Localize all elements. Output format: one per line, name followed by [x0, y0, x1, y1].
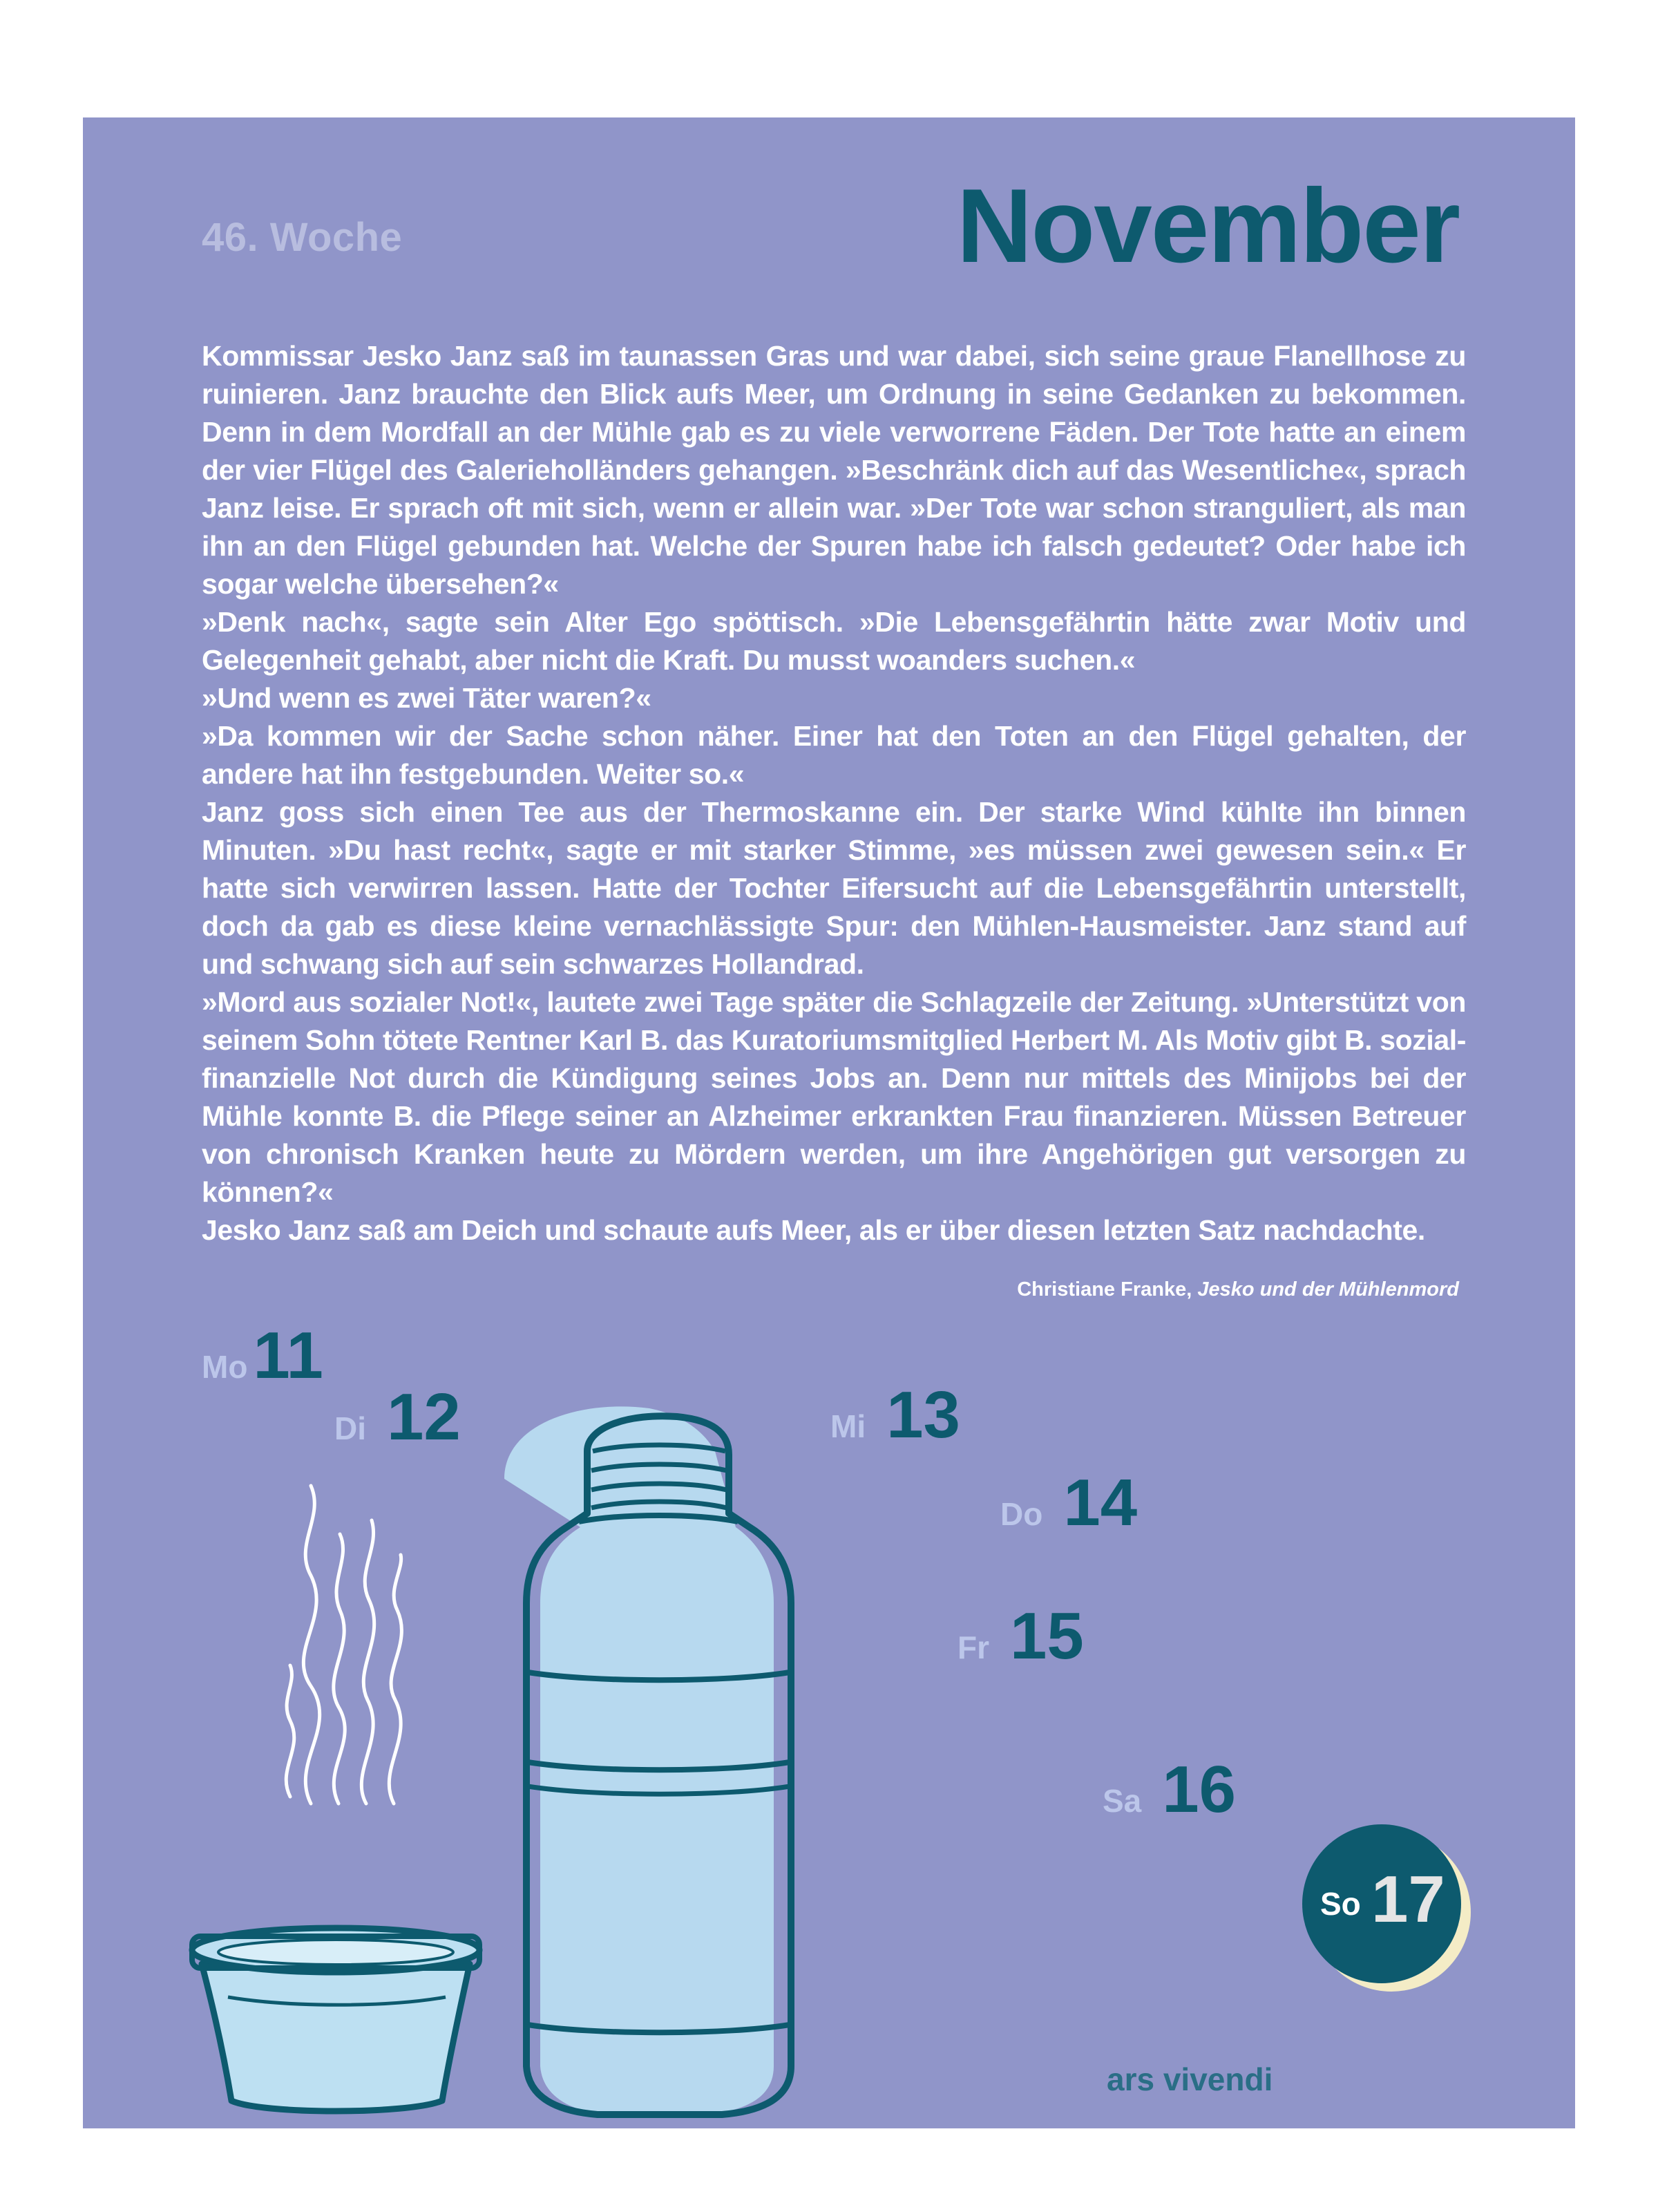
- day-date: 11: [253, 1318, 323, 1392]
- story-paragraph: Jesko Janz saß am Deich und schaute aufs Meer, als er über diesen letzten Satz nachdachte.: [202, 1214, 1425, 1246]
- story-paragraph: »Da kommen wir der Sache schon näher. Einer hat den Toten an den Flügel gehalten, der andere hat ihn festgebunden. Weiter so.«: [202, 720, 1466, 790]
- story-paragraph: »Mord aus sozialer Not!«, lautete zwei Tage später die Schlagzeile der Zeitung. »Unterstützt von seinem Sohn tötete Rentner Karl B. das Kuratoriumsmitglied Herbert M. Als Motiv gibt B. sozial-finanzielle Not durch die Kündigung seines Jobs an. Denn nur mittels des Minijobs bei der Mühle konnte B. die Pflege seiner an Alzheimer erkrankten Frau finanzieren. Müssen Betreuer von chronisch Kranken heute zu Mördern werden, um ihre Angehörigen gut versorgen zu können?«: [202, 986, 1466, 1208]
- cup-icon: [192, 1928, 479, 2111]
- story-paragraph: »Und wenn es zwei Täter waren?«: [202, 682, 651, 714]
- thermos-icon: [504, 1406, 791, 2115]
- steam-icon: [286, 1486, 401, 1804]
- day-name: So: [1320, 1886, 1361, 1922]
- sunday-circle: [1302, 1824, 1461, 1983]
- calendar-page: [83, 117, 1575, 2128]
- day-name: Mi: [830, 1408, 866, 1444]
- day-name: Do: [1000, 1496, 1043, 1532]
- day-name: Mo: [202, 1349, 248, 1385]
- day-name: Fr: [957, 1629, 989, 1665]
- thermos-and-cup-illustration: [83, 1285, 1575, 2128]
- publisher-logo: ars vivendi: [1107, 2061, 1273, 2097]
- month-title: November: [956, 167, 1459, 285]
- story-paragraph: Janz goss sich einen Tee aus der Thermoskanne ein. Der starke Wind kühlte ihn binnen Minuten. »Du hast recht«, sagte er mit starker Stimme, »es müssen zwei gewesen sein.« Er hatte sich verwirren lassen. Hatte der Tochter Eifersucht auf die Lebensgefährtin unterstellt, doch da gab es diese kleine vernachlässigte Spur: den Mühlen-Hausmeister. Janz stand auf und schwang sich auf sein schwarzes Hollandrad.: [202, 796, 1466, 980]
- day-tuesday: [334, 1379, 461, 1455]
- day-monday: [202, 1318, 323, 1394]
- story-paragraph: Kommissar Jesko Janz saß im taunassen Gras und war dabei, sich seine graue Flanellhose zu ruinieren. Janz brauchte den Blick aufs Meer, um Ordnung in seine Gedanken zu bekommen. Denn in dem Mordfall an der Mühle gab es zu viele verworrene Fäden. Der Tote hatte an einem der vier Flügel des Galerieholländers gehangen. »Beschränk dich auf das Wesentliche«, sprach Janz leise. Er sprach oft mit sich, wenn er allein war. »Der Tote war schon stranguliert, als man ihn an den Flügel gebunden hat. Welche der Spuren habe ich falsch gedeutet? Oder habe ich sogar welche übersehen?«: [202, 340, 1466, 600]
- day-date: 16: [1162, 1752, 1237, 1826]
- story-text: [202, 337, 1466, 1249]
- source-book-title: Jesko und der Mühlenmord: [1197, 1278, 1459, 1301]
- source-author: Christiane Franke,: [1017, 1278, 1192, 1301]
- week-number: 46. Woche: [202, 215, 403, 260]
- day-date: 17: [1371, 1862, 1445, 1936]
- day-saturday: [1103, 1752, 1236, 1828]
- day-name: Di: [334, 1410, 366, 1446]
- day-wednesday: [830, 1377, 960, 1453]
- day-date: 14: [1063, 1466, 1138, 1540]
- day-date: 12: [387, 1380, 461, 1454]
- day-date: 15: [1010, 1599, 1084, 1673]
- story-paragraph: »Denk nach«, sagte sein Alter Ego spöttisch. »Die Lebensgefährtin hätte zwar Motiv und Gelegenheit gehabt, aber nicht die Kraft. Du musst woanders suchen.«: [202, 606, 1466, 676]
- day-sunday: [1302, 1824, 1475, 1997]
- day-name: Sa: [1103, 1783, 1142, 1819]
- day-thursday: [1000, 1465, 1137, 1541]
- day-date: 13: [886, 1378, 960, 1452]
- day-friday: [957, 1598, 1084, 1674]
